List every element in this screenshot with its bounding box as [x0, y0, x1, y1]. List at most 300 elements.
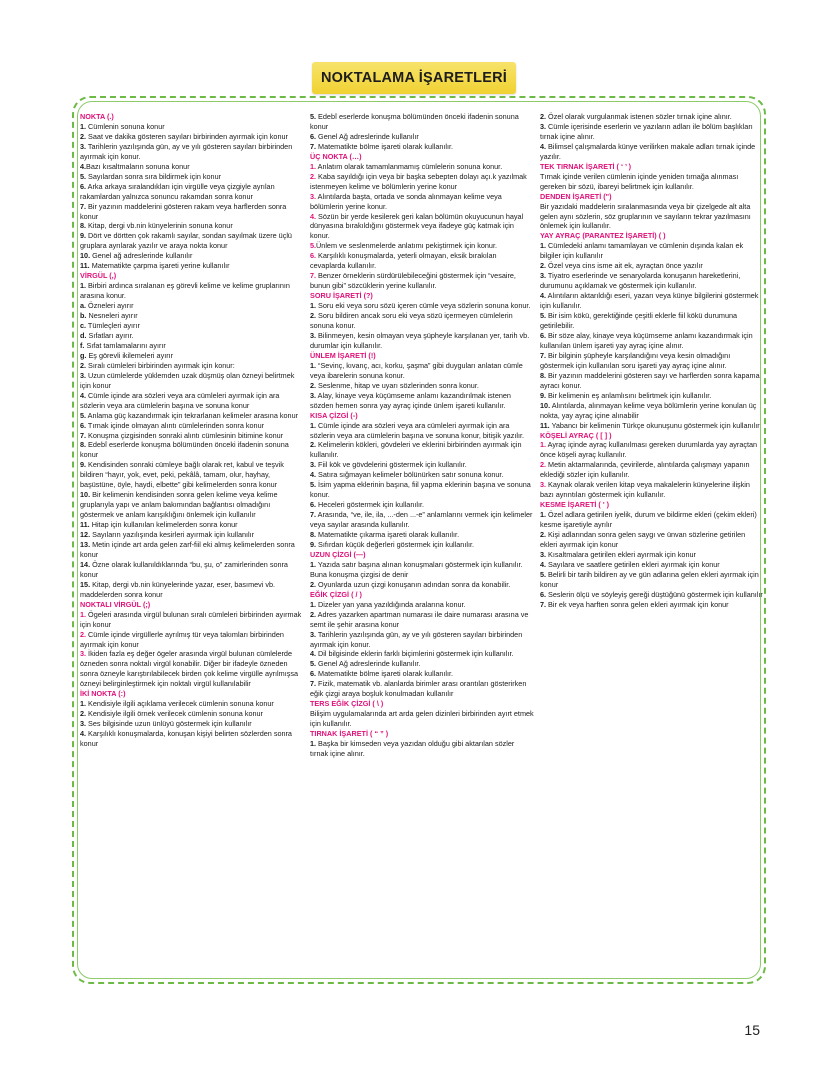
item-number: 6.	[310, 669, 317, 679]
item-number: 2.	[540, 530, 547, 540]
item-number: 3.	[310, 191, 317, 201]
rule-item	[80, 540, 304, 560]
item-text: Bir yazının maddelerini gösteren rakam veya harflerden sonra konur	[80, 201, 287, 221]
item-number: 8.	[540, 370, 547, 380]
rule-item	[80, 729, 304, 749]
rule-item	[310, 510, 534, 530]
item-text: Tarihlerin yazılışında gün, ay ve yılı gösteren sayıları birbirinden ayırmak için konur.	[310, 629, 523, 649]
rule-item	[80, 560, 304, 580]
rule-item	[540, 331, 764, 351]
rule-item	[80, 341, 304, 351]
item-text: Alay, kinaye veya küçümseme anlamı kazandırılmak istenen sözden hemen sonra yay ayraç içinde ünlem işareti kullanılır.	[310, 390, 511, 410]
item-text: Soru eki veya soru sözü içeren cümle veya sözlerin sonuna konur.	[316, 301, 531, 311]
rule-item	[80, 162, 304, 172]
item-text: Bir bilginin şüpheyle karşılandığını veya kesin olmadığını göstermek için kullanılan soru işareti yay ayraç içine alınır.	[540, 350, 731, 370]
item-text: Özneleri ayırır	[86, 301, 134, 311]
rule-item	[310, 162, 534, 172]
item-text: Bir isim kökü, gerektiğinde çeşitli eklerle fiil kökü durumuna getirilebilir.	[540, 311, 738, 331]
item-number: 1.	[80, 121, 87, 131]
item-number: 7.	[310, 271, 317, 281]
item-text: Matematikte çıkarma işareti olarak kullanılır.	[316, 530, 460, 540]
item-number: 10.	[540, 400, 551, 410]
item-text: Bir ek veya harften sonra gelen ekleri ayırmak için konur	[546, 599, 729, 609]
item-number: 1.	[310, 559, 317, 569]
rule-item	[80, 630, 304, 650]
rule-item	[310, 460, 534, 470]
rule-item	[540, 202, 764, 232]
section-heading: NOKTALI VİRGÜL (;)	[80, 599, 151, 609]
item-number: 3.	[80, 649, 87, 659]
item-text: Bilişim uygulamalarında art arda gelen dizinleri birbirinden ayırt etmek için kullanılır.	[310, 709, 534, 729]
rule-item	[310, 391, 534, 411]
item-number: 6.	[540, 589, 547, 599]
item-text: Bir yazıdaki maddelerin sıralanmasında veya bir çizelgede alt alta gelen aynı sözlerin, söz gruplarının ve sayıların tekrar yazılmasını önlemek için kullanılır.	[540, 201, 751, 231]
item-text: Tırnak içinde olmayan alıntı cümlelerinden sonra konur	[86, 420, 265, 430]
item-number: 1.	[80, 699, 87, 709]
item-number: d.	[80, 330, 87, 340]
rule-item	[80, 301, 304, 311]
rule-item	[540, 460, 764, 480]
section-heading: TIRNAK İŞARETİ ( “ ” )	[310, 729, 389, 739]
item-number: 9.	[80, 460, 87, 470]
item-text: Hitap için kullanılan kelimelerden sonra konur	[89, 520, 238, 530]
item-number: 5.	[80, 410, 87, 420]
item-number: 6.	[310, 500, 317, 510]
section-heading: ÜNLEM İŞARETİ (!)	[310, 350, 376, 360]
section-heading: YAY AYRAÇ (PARANTEZ İŞARETİ) ( )	[540, 231, 666, 241]
rule-item	[80, 371, 304, 391]
rule-item	[80, 610, 304, 630]
item-text: Özne olarak kullanıldıklarında “bu, şu, o” zamirlerinden sonra konur	[80, 559, 288, 579]
item-number: 9.	[540, 390, 547, 400]
item-text: Adres yazarken apartman numarası ile daire numarası arasına ve semt ile şehir arasına konur	[310, 609, 529, 629]
item-number: 4.	[310, 470, 317, 480]
rule-item	[540, 510, 764, 530]
item-number: 15.	[80, 579, 91, 589]
rule-item	[80, 699, 304, 709]
item-number: 3.	[540, 549, 547, 559]
item-text: Dizeler yan yana yazıldığında aralarına konur.	[316, 599, 466, 609]
item-number: 1.	[310, 420, 317, 430]
rule-item	[310, 630, 534, 650]
item-number: 8.	[80, 440, 87, 450]
item-number: 4.	[80, 161, 87, 171]
item-text: Soru bildiren ancak soru eki veya sözü içermeyen cümlelerin sonuna konur.	[310, 311, 513, 331]
item-number: 1.	[310, 301, 317, 311]
rule-item	[540, 480, 764, 500]
rule-item	[310, 480, 534, 500]
item-number: 2.	[540, 460, 547, 470]
item-number: 2.	[310, 171, 317, 181]
rule-item	[540, 291, 764, 311]
rule-item	[310, 331, 534, 351]
rule-item	[540, 421, 764, 431]
rule-item	[80, 142, 304, 162]
item-number: 14.	[80, 559, 91, 569]
item-text: Yabancı bir kelimenin Türkçe okunuşunu göstermek için kullanılır	[549, 420, 760, 430]
item-text: Arasında, “ve, ile, ila, ...-den ...-e” anlamlarını vermek için kelimeler veya sayılar arasında kullanılır.	[310, 510, 533, 530]
item-number: 2.	[310, 380, 317, 390]
rule-item	[540, 391, 764, 401]
item-text: Kitap, dergi vb.nin künyelerinde yazar, eser, basımevi vb. maddelerden sonra konur	[80, 579, 276, 599]
item-number: 2.	[310, 579, 317, 589]
section-heading: KISA ÇİZGİ (-)	[310, 410, 358, 420]
rule-item	[540, 271, 764, 291]
rule-item	[80, 221, 304, 231]
column-2	[310, 112, 534, 982]
rule-item	[310, 600, 534, 610]
rule-item	[310, 470, 534, 480]
item-text: Sıralı cümleleri birbirinden ayırmak için konur:	[86, 360, 235, 370]
item-number: 5.	[310, 112, 317, 121]
item-number: g.	[80, 350, 87, 360]
rule-item	[540, 401, 764, 421]
item-text: Sayılardan sonra sıra bildirmek için konur	[86, 171, 222, 181]
item-text: Bilimsel çalışmalarda künye verilirken makale adları tırnak içinde yazılır.	[540, 141, 756, 161]
item-text: Bir söze alay, kinaye veya küçümseme anlamı kazandırmak için kullanılan ünlem işareti yay ayraç içine alınır.	[540, 330, 753, 350]
item-text: Kaba sayıldığı için veya bir başka sebepten dolayı açı.k yazılmak istenmeyen kelime ve bölümlerin yerine konur	[310, 171, 527, 191]
item-text: Nesneleri ayırır	[86, 311, 138, 321]
item-text: Metin içinde art arda gelen zarf-fiil eki almış kelimelerden sonra konur	[80, 539, 295, 559]
item-text: Bazı kısaltmaların sonuna konur	[86, 161, 190, 171]
item-text: Uzun cümlelerde yüklemden uzak düşmüş olan özneyi belirtmek için konur	[80, 370, 295, 390]
item-number: 5.	[310, 241, 317, 251]
item-number: 3.	[310, 629, 317, 639]
column-1	[80, 112, 304, 982]
rule-item	[310, 659, 534, 669]
rule-item	[80, 172, 304, 182]
item-number: 6.	[80, 420, 87, 430]
rule-item	[540, 550, 764, 560]
item-text: Seslenme, hitap ve uyarı sözlerinden sonra konur.	[316, 380, 479, 390]
rule-item	[80, 709, 304, 719]
item-text: Matematikte bölme işareti olarak kullanılır.	[316, 141, 454, 151]
rule-item	[310, 580, 534, 590]
rule-item	[310, 251, 534, 271]
item-number: 1.	[80, 281, 87, 291]
item-text: Sayılara ve saatlere getirilen ekleri ayırmak için konur	[546, 559, 720, 569]
item-number: a.	[80, 301, 87, 311]
section-heading: KÖŞELİ AYRAÇ ( [ ] )	[540, 430, 612, 440]
rule-item	[80, 331, 304, 341]
item-number: 4.	[310, 649, 317, 659]
item-text: Bilinmeyen, kesin olmayan veya şüpheyle karşılanan yer, tarih vb. durumlar için kullanılır.	[310, 330, 530, 350]
item-number: 1.	[310, 161, 317, 171]
item-number: 5.	[80, 171, 87, 181]
item-text: Dil bilgisinde eklerin farklı biçimlerini göstermek için kullanılır.	[316, 649, 514, 659]
item-number: 1.	[80, 609, 87, 619]
item-text: Özel adlara getirilen iyelik, durum ve bildirme ekleri (çekim ekleri) kesme işaretiyle ayrılır	[540, 510, 757, 530]
rule-item	[80, 391, 304, 411]
column-3	[540, 112, 764, 982]
rule-item	[310, 530, 534, 540]
item-text: Sözün bir yerde kesilerek geri kalan bölümün okuyucunun hayal dünyasına bırakıldığını göstermek veya ifadeye güç katmak için konur.	[310, 211, 524, 241]
rule-item	[310, 560, 534, 580]
rule-item	[540, 351, 764, 371]
item-text: Ayraç içinde ayraç kullanılması gereken durumlarda yay ayraçtan önce köşeli ayraç kullanılır.	[540, 440, 758, 460]
rule-item	[80, 411, 304, 421]
item-text: Kendisiyle ilgili örnek verilecek cümlenin sonuna konur	[86, 709, 263, 719]
item-number: 7.	[540, 599, 547, 609]
rule-item	[80, 719, 304, 729]
section-heading: VİRGÜL (,)	[80, 271, 117, 281]
item-text: Genel Ağ adreslerinde kullanılır	[316, 131, 419, 141]
item-text: Birbiri ardınca sıralanan eş görevli kelime ve kelime gruplarının arasına konur.	[80, 281, 290, 301]
item-number: 11.	[80, 261, 90, 271]
item-text: Tümleçleri ayırır	[86, 321, 140, 331]
rule-item	[540, 600, 764, 610]
item-text: Cümle içinde virgüllerle ayrılmış tür veya takımları birbirinden ayırmak için konur	[80, 629, 284, 649]
rule-item	[540, 590, 764, 600]
item-text: Ses bilgisinde uzun ünlüyü göstermek için kullanılır	[86, 719, 252, 729]
item-text: Benzer örneklerin sürdürülebileceğini göstermek için “vesaire, bunun gibi” sözcüklerin yerine kullanılır.	[310, 271, 516, 291]
section-heading: DENDEN İŞARETİ (")	[540, 191, 612, 201]
item-number: 2.	[80, 131, 87, 141]
rule-item	[310, 540, 534, 550]
item-number: 10.	[80, 490, 91, 500]
item-number: 3.	[540, 271, 547, 281]
rule-item	[80, 261, 304, 271]
item-text: Kısaltmalara getirilen ekleri ayırmak için konur	[546, 549, 696, 559]
item-text: Kendisiyle ilgili açıklama verilecek cümlenin sonuna konur	[86, 699, 274, 709]
rule-item	[80, 202, 304, 222]
item-number: 8.	[80, 221, 87, 231]
rule-item	[540, 570, 764, 590]
item-text: İsim yapma eklerinin başına, fiil yapma eklerinin başına ve sonuna konur.	[310, 480, 531, 500]
rule-item	[80, 281, 304, 301]
rule-item	[310, 669, 534, 679]
rule-item	[80, 251, 304, 261]
item-text: Sıfatları ayırır.	[86, 330, 134, 340]
section-heading: KESME İŞARETİ ( ' )	[540, 500, 609, 510]
item-text: Kişi adlarından sonra gelen saygı ve ünvan sözlerine getirilen ekleri ayırmak için konur	[540, 530, 746, 549]
item-text: Satıra sığmayan kelimeler bölünürken satır sonuna konur.	[316, 470, 504, 480]
item-number: 7.	[80, 430, 87, 440]
item-number: b.	[80, 311, 87, 321]
rule-item	[540, 371, 764, 391]
item-text: Matematikte bölme işareti olarak kullanılır.	[316, 669, 454, 679]
item-number: 7.	[310, 510, 317, 520]
item-text: Edebî eserlerde konuşma bölümünden önceki ifadenin sonuna konur	[310, 112, 519, 131]
item-number: 3.	[310, 330, 317, 340]
rule-item	[80, 431, 304, 441]
item-text: Metin aktarmalarında, çevirilerde, alıntılarda çalışmayı yapanın eklediği sözler için kullanılır.	[540, 460, 750, 480]
rule-item	[80, 351, 304, 361]
section-heading: EĞİK ÇİZGİ ( / )	[310, 589, 362, 599]
item-text: Sıfat tamlamalarını ayırır	[84, 340, 166, 350]
item-number: 10.	[80, 251, 91, 261]
item-text: Ögeleri arasında virgül bulunan sıralı cümleleri birbirinden ayırmak için konur	[80, 609, 302, 629]
rule-item	[310, 610, 534, 630]
item-text: Cümledeki anlamı tamamlayan ve cümlenin dışında kalan ek bilgiler için kullanılır	[540, 241, 744, 261]
item-number: 7.	[80, 201, 87, 211]
item-number: 12.	[80, 530, 91, 540]
item-text: Eş görevli ikilemeleri ayırır	[86, 350, 174, 360]
page-number: 15	[744, 1022, 760, 1038]
item-text: Belirli bir tarih bildiren ay ve gün adlarına gelen ekleri ayırmak için konur	[540, 569, 759, 589]
item-text: Edebî eserlerde konuşma bölümünden önceki ifadenin sonuna konur	[80, 440, 289, 460]
rule-item	[80, 530, 304, 540]
item-number: 6.	[310, 251, 317, 261]
item-text: Yazıda satır başına alınan konuşmaları göstermek için kullanılır. Buna konuşma çizgisi de denir	[310, 559, 523, 579]
item-number: 1.	[540, 510, 547, 520]
item-number: 1.	[310, 599, 317, 609]
item-number: 6.	[540, 330, 547, 340]
item-text: Fizik, matematik vb. alanlarda birimler arası orantıları gösterirken eğik çizgi araya boşluk konulmadan kullanılır	[310, 679, 527, 699]
title-wrap	[0, 62, 828, 96]
item-text: Bir kelimenin kendisinden sonra gelen kelime veya kelime gruplarıyla yapı ve anlam bakımından bağlantısı olmadığını göstermek ve anlam karışıklığını önlemek için kullanılır	[80, 490, 278, 520]
item-number: 4.	[80, 390, 87, 400]
rule-item	[540, 311, 764, 331]
rule-item	[80, 122, 304, 132]
rule-item	[540, 560, 764, 570]
item-text: Anlatım olarak tamamlanmamış cümlelerin sonuna konur.	[316, 161, 503, 171]
item-number: 1.	[540, 241, 547, 251]
item-text: Özel veya cins isme ait ek, ayraçtan önce yazılır	[546, 261, 703, 271]
item-number: 4.	[80, 729, 87, 739]
rule-item	[80, 649, 304, 689]
rule-item	[540, 241, 764, 261]
item-number: 2.	[310, 609, 317, 619]
item-number: 1.	[310, 360, 317, 370]
item-number: 2.	[80, 709, 87, 719]
item-text: Genel Ağ adreslerinde kullanılır.	[316, 659, 421, 669]
item-number: 6.	[310, 131, 317, 141]
item-number: 4.	[540, 559, 547, 569]
item-text: Cümlenin sonuna konur	[86, 121, 165, 131]
item-text: Başka bir kimseden veya yazıdan olduğu gibi aktarılan sözler tırnak içine alınır.	[310, 739, 515, 758]
item-text: Oyunlarda uzun çizgi konuşanın adından sonra da konabilir.	[316, 579, 511, 589]
item-text: Heceleri göstermek için kullanılır.	[316, 500, 425, 510]
rule-item	[80, 460, 304, 490]
item-number: 2.	[540, 261, 547, 271]
columns	[80, 112, 764, 982]
item-number: 7.	[310, 141, 317, 151]
item-text: Fiil kök ve gövdelerini göstermek için kullanılır.	[316, 460, 467, 470]
item-text: Tarihlerin yazılışında gün, ay ve yılı gösteren sayıları birbirinden ayırmak için konur.	[80, 141, 293, 161]
item-number: 1.	[310, 739, 317, 749]
rule-item	[540, 172, 764, 192]
section-heading: İKİ NOKTA (:)	[80, 689, 126, 699]
item-text: Genel ağ adreslerinde kullanılır	[90, 251, 193, 261]
rule-item	[310, 709, 534, 729]
rule-item	[80, 311, 304, 321]
section-heading: NOKTA (.)	[80, 112, 114, 121]
item-text: Kendisinden sonraki cümleye bağlı olarak ret, kabul ve teşvik bildiren “hayır, yok, evet, peki, pekâlâ, tamam, olur, hayhay, başüstüne, öyle, haydi, elbette” gibi kelimelerden sonra konur	[80, 460, 284, 490]
section-heading: ÜÇ NOKTA (…)	[310, 151, 362, 161]
item-number: 5.	[540, 311, 547, 321]
item-number: 9.	[80, 231, 87, 241]
item-number: 3.	[310, 460, 317, 470]
item-number: 2.	[310, 440, 317, 450]
item-text: Konuşma çizgisinden sonraki alıntı cümlesinin bitimine konur	[86, 430, 284, 440]
item-number: 6.	[80, 181, 87, 191]
section-heading: SORU İŞARETİ (?)	[310, 291, 373, 301]
item-text: Kelimelerin kökleri, gövdeleri ve eklerini birbirinden ayırmak için kullanılır.	[310, 440, 522, 460]
rule-item	[310, 739, 534, 759]
item-text: Özel olarak vurgulanmak istenen sözler tırnak içine alınır.	[546, 112, 732, 121]
rule-item	[310, 241, 534, 251]
rule-item	[80, 182, 304, 202]
rule-item	[310, 421, 534, 441]
rule-item	[310, 500, 534, 510]
item-text: Dört ve dörtten çok rakamlı sayılar, sondan sayılmak üzere üçlü gruplara ayrılarak yazılır ve araya nokta konur	[80, 231, 292, 251]
rule-item	[310, 301, 534, 311]
item-number: 5.	[310, 659, 317, 669]
page-title: NOKTALAMA İŞARETLERİ	[312, 62, 516, 94]
item-text: Arka arkaya sıralandıkları için virgülle veya çizgiyle ayrılan rakamlardan yalnızca sonuncu rakamdan sonra konur	[80, 181, 275, 201]
rule-item	[310, 142, 534, 152]
rule-item	[80, 421, 304, 431]
item-text: Anlama güç kazandırmak için tekrarlanan kelimeler arasına konur	[86, 410, 299, 420]
rule-item	[540, 142, 764, 162]
rule-item	[310, 271, 534, 291]
rule-item	[310, 212, 534, 242]
item-number: 5.	[540, 569, 547, 579]
section-heading: TEK TIRNAK İŞARETİ ( ‘ ’ )	[540, 161, 632, 171]
item-text: Seslerin ölçü ve söyleyiş gereği düştüğünü göstermek için kullanılır	[546, 589, 763, 599]
rule-item	[310, 132, 534, 142]
item-number: 13.	[80, 539, 91, 549]
item-text: Cümle içinde ara sözleri veya ara cümleleri ayırmak için ara sözlerin veya ara cümlelerin başına ve sonuna konur, bitişik yazılır.	[310, 420, 524, 440]
rule-item	[80, 132, 304, 142]
item-number: 8.	[310, 530, 317, 540]
rule-item	[310, 112, 534, 132]
item-text: Karşılıklı konuşmalarda, yeterli olmayan, eksik bırakılan cevaplarda kullanılır.	[310, 251, 497, 271]
rule-item	[540, 122, 764, 142]
rule-item	[540, 112, 764, 122]
item-text: Kitap, dergi vb.nin künyelerinin sonuna konur	[86, 221, 233, 231]
item-number: 4.	[310, 211, 317, 221]
item-number: 5.	[310, 480, 317, 490]
item-text: Karşılıklı konuşmalarda, konuşan kişiyi belirten sözlerden sonra konur	[80, 729, 292, 749]
rule-item	[80, 520, 304, 530]
item-text: Bir kelimenin eş anlamlısını belirtmek için kullanılır.	[546, 390, 712, 400]
rule-item	[80, 580, 304, 600]
item-number: c.	[80, 321, 87, 331]
item-number: 3.	[540, 480, 547, 490]
section-heading: TERS EĞİK ÇİZGİ ( \ )	[310, 699, 384, 709]
item-number: 1.	[540, 440, 547, 450]
item-number: 7.	[540, 350, 547, 360]
rule-item	[80, 440, 304, 460]
item-number: f.	[80, 340, 85, 350]
item-number: 3.	[540, 121, 547, 131]
item-number: 3.	[80, 141, 87, 151]
section-heading: UZUN ÇİZGİ (—)	[310, 549, 366, 559]
item-text: Ünlem ve seslenmelerde anlatımı pekiştirmek için konur.	[316, 241, 497, 251]
item-text: Alıntıların aktarıldığı eseri, yazarı veya künye bilgilerini göstermek için kullanılır.	[540, 291, 759, 311]
rule-item	[80, 321, 304, 331]
item-text: Tırnak içinde verilen cümlenin içinde yeniden tırnağa alınması gereken bir sözü, ibareyi belirtmek için kullanılır.	[540, 171, 739, 191]
rule-item	[80, 231, 304, 251]
item-number: 2.	[310, 311, 317, 321]
item-text: Tiyatro eserlerinde ve senaryolarda konuşanın hareketlerini, durumunu açıklamak ve göstermek için kullanılır.	[540, 271, 741, 291]
item-number: 4.	[540, 141, 547, 151]
rule-item	[310, 361, 534, 381]
item-number: 3.	[310, 390, 317, 400]
item-number: 3.	[80, 370, 87, 380]
rule-item	[310, 440, 534, 460]
item-text: Kaynak olarak verilen kitap veya makalelerin künyelerine ilişkin bazı ayrıntıları göstermek için kullanılır.	[540, 480, 750, 500]
item-text: “Sevinç, kıvanç, acı, korku, şaşma” gibi duyguları anlatan cümle veya ibarelerin sonuna konur.	[310, 360, 523, 380]
rule-item	[310, 172, 534, 192]
item-text: İkiden fazla eş değer ögeler arasında virgül bulunan cümlelerde özneden sonra noktalı virgül konabilir. Diğer bir ifadeyle özneden sonra özneyle karıştırılabilecek birden çok kelime virgülle ayrılmışsa özneyi belirginleştirmek için noktalı virgül kullanılabilir	[80, 649, 298, 689]
rule-item	[310, 679, 534, 699]
item-number: 11.	[540, 420, 550, 430]
item-number: 2.	[80, 629, 87, 639]
rule-item	[80, 490, 304, 520]
